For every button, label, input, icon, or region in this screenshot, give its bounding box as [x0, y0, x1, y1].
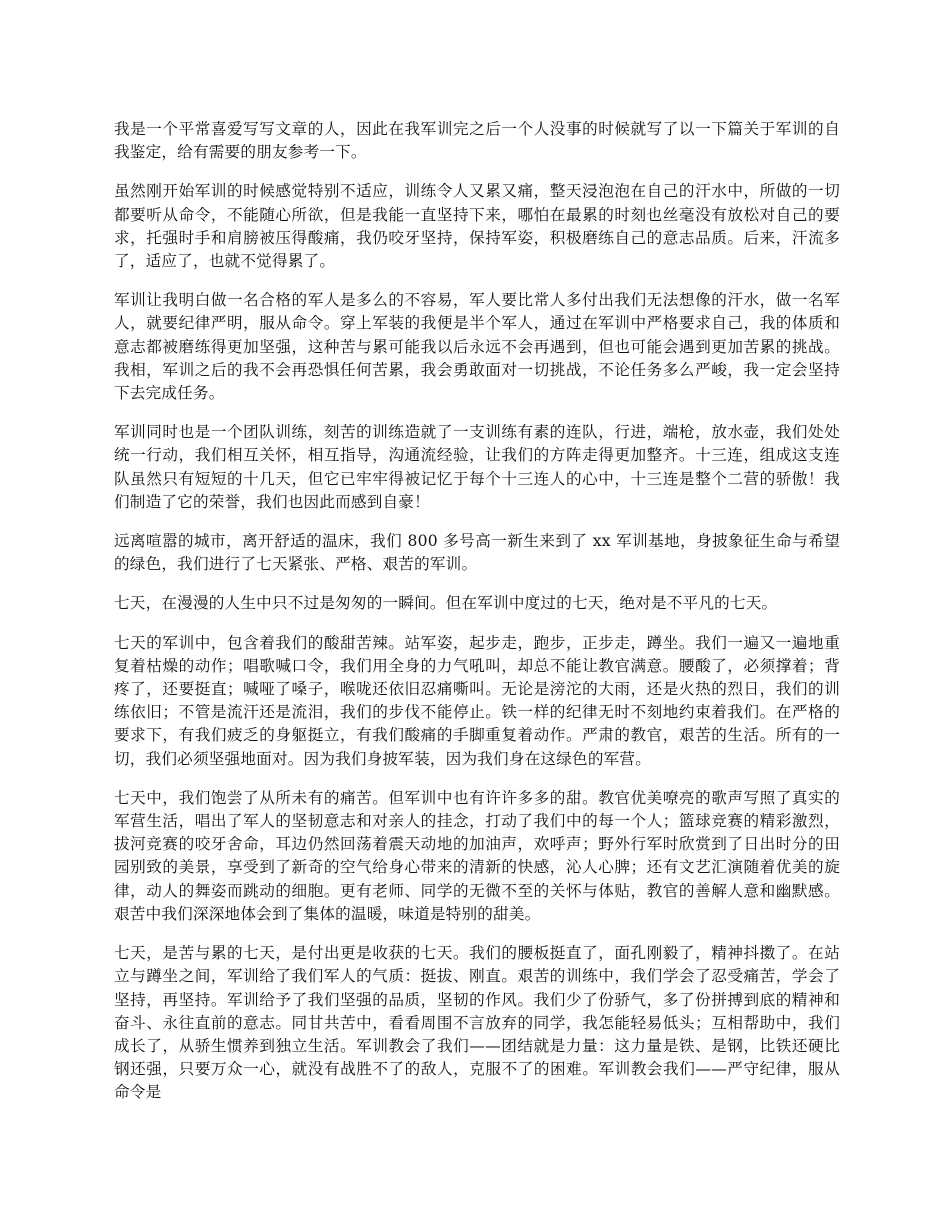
document-body	[114, 118, 840, 1121]
paragraph-1: 我是一个平常喜爱写写文章的人，因此在我军训完之后一个人没事的时候就写了以一下篇关于军训的自我鉴定，给有需要的朋友参考一下。	[114, 120, 840, 162]
paragraph-3: 军训让我明白做一名合格的军人是多么的不容易，军人要比常人多付出我们无法想像的汗水，做一名军人，就要纪律严明，服从命令。穿上军装的我便是半个军人，通过在军训中严格要求自己，我的体质和意志都被磨练得更加坚强，这种苦与累可能我以后永远不会再遇到，但也可能会遇到更加苦累的挑战。我相，军训之后的我不会再恐惧任何苦累，我会勇敢面对一切挑战，不论任务多么严峻，我一定会坚持下去完成任务。	[114, 291, 840, 403]
paragraph-6: 七天，在漫漫的人生中只不过是匆匆的一瞬间。但在军训中度过的七天，绝对是不平凡的七天。	[114, 594, 778, 613]
paragraph-8: 七天中，我们饱尝了从所未有的痛苦。但军训中也有许许多多的甜。教官优美嘹亮的歌声写照了真实的军营生活，唱出了军人的坚韧意志和对亲人的挂念，打动了我们中的每一个人；篮球竞赛的精彩激烈，拔河竞赛的咬牙舍命，耳边仍然回荡着震天动地的加油声，欢呼声；野外行军时欣赏到了日出时分的田园别致的美景，享受到了新奇的空气给身心带来的清新的快感，沁人心脾；还有文艺汇演随着优美的旋律，动人的舞姿而跳动的细胞。更有老师、同学的无微不至的关怀与体贴，教官的善解人意和幽默感。艰苦中我们深深地体会到了集体的温暖，味道是特别的甜美。	[114, 788, 840, 923]
paragraph-5: 远离喧嚣的城市，离开舒适的温床，我们 800 多号高一新生来到了 xx 军训基地，身披象征生命与希望的绿色，我们进行了七天紧张、严格、艰苦的军训。	[114, 532, 840, 574]
paragraph-9: 七天，是苦与累的七天，是付出更是收获的七天。我们的腰板挺直了，面孔刚毅了，精神抖擞了。在站立与蹲坐之间，军训给了我们军人的气质：挺拔、刚直。艰苦的训练中，我们学会了忍受痛苦，学会了坚持，再坚持。军训给予了我们坚强的品质，坚韧的作风。我们少了份骄气，多了份拼搏到底的精神和奋斗、永往直前的意志。同甘共苦中，看看周围不言放弃的同学，我怎能轻易低头；互相帮助中，我们成长了，从骄生惯养到独立生活。军训教会了我们——团结就是力量：这力量是铁、是钢，比铁还硬比钢还强，只要万众一心，就没有战胜不了的敌人，克服不了的困难。军训教会我们——严守纪律，服从命令是	[114, 944, 840, 1102]
paragraph-7: 七天的军训中，包含着我们的酸甜苦辣。站军姿，起步走，跑步，正步走，蹲坐。我们一遍又一遍地重复着枯燥的动作；唱歌喊口令，我们用全身的力气吼叫，却总不能让教官满意。腰酸了，必须撑着；背疼了，还要挺直；喊哑了嗓子，喉咙还依旧忍痛嘶叫。无论是滂沱的大雨，还是火热的烈日，我们的训练依旧；不管是流汗还是流泪，我们的步伐不能停止。铁一样的纪律无时不刻地约束着我们。在严格的要求下，有我们疲乏的身躯挺立，有我们酸痛的手脚重复着动作。严肃的教官，艰苦的生活。所有的一切，我们必须坚强地面对。因为我们身披军装，因为我们身在这绿色的军营。	[114, 633, 840, 768]
paragraph-2: 虽然刚开始军训的时候感觉特别不适应，训练令人又累又痛，整天浸泡泡在自己的汗水中，所做的一切都要听从命令，不能随心所欲，但是我能一直坚持下来，哪怕在最累的时刻也丝毫没有放松对自己的要求，托强时手和肩膀被压得酸痛，我仍咬牙坚持，保持军姿，积极磨练自己的意志品质。后来，汗流多了，适应了，也就不觉得累了。	[114, 182, 840, 271]
paragraph-4: 军训同时也是一个团队训练，刻苦的训练造就了一支训练有素的连队，行进，端枪，放水壶，我们处处统一行动，我们相互关怀，相互指导，沟通流经验，让我们的方阵走得更加整齐。十三连，组成这支连队虽然只有短短的十几天，但它已牢牢得被记忆于每个十三连人的心中，十三连是整个二营的骄傲！我们制造了它的荣誉，我们也因此而感到自豪！	[114, 423, 840, 511]
